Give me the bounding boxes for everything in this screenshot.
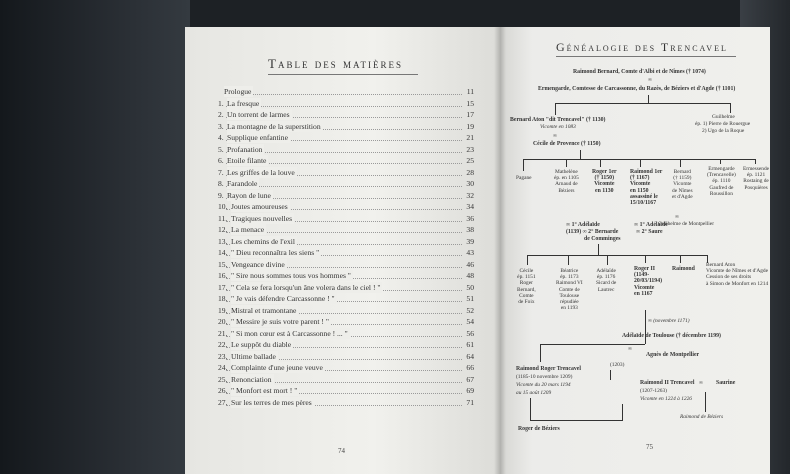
node-guilhelme-spouse1: ép. 1) Pierre de Rouergue	[695, 121, 751, 127]
tree-line	[705, 392, 706, 412]
toc-entry-number: 1.	[218, 98, 224, 108]
node-raimond-2: Raimond II Trencavel	[640, 380, 695, 386]
toc-entry-title: Farandole	[227, 179, 258, 188]
toc-entry-title: " Dieu reconnaîtra les siens "	[231, 248, 320, 257]
toc-entry-title: Les griffes de la louve	[227, 167, 295, 177]
genealogy-title-rule	[556, 56, 736, 57]
tree-line	[566, 159, 567, 167]
toc-entry-page: 17	[466, 110, 474, 119]
node-agnes: Agnès de Montpellier	[646, 352, 700, 358]
toc-entry-title: Complainte d'une jeune veuve	[231, 363, 323, 372]
toc-entry-number: 23.	[218, 351, 228, 361]
toc-entry-title: Tragiques nouvelles	[231, 213, 293, 223]
node-bernard: Bernard († 1159) Vicomte de Nîmes et d'Agde	[672, 169, 693, 200]
toc-entry-title: " Monfort est mort ! "	[231, 386, 298, 395]
tree-line	[648, 95, 649, 103]
node-agnes-date: (1203)	[610, 362, 625, 368]
table-of-contents	[218, 86, 486, 408]
node-ermessende: Ermessende ép. 1121 Rostaing de Posquières	[743, 166, 770, 191]
toc-entry-page: 52	[466, 305, 474, 315]
toc-entry	[218, 98, 486, 110]
node-ermengarde: Ermengarde, Comtesse de Carcassonne, du Razès, de Béziers et d'Agde († 1101)	[538, 86, 736, 92]
toc-entry-page: 25	[466, 156, 474, 165]
tree-line	[523, 159, 524, 171]
toc-entry	[218, 351, 486, 363]
toc-entry-page: 69	[466, 386, 474, 395]
toc-entry	[218, 328, 486, 340]
book-spine-shadow	[494, 27, 506, 474]
toc-entry-number: 26.	[218, 386, 228, 395]
node-beatrice: Béatrice ép. 1173 Raimond VI Comte de Toulouse répudiée en 1193	[556, 268, 583, 312]
toc-entry-page: 11	[466, 87, 474, 96]
toc-entry-page: 43	[466, 248, 474, 257]
toc-entry	[218, 155, 486, 167]
toc-entry	[218, 144, 486, 156]
node-pagane: Pagane	[516, 175, 532, 181]
toc-entry-page: 56	[466, 328, 474, 338]
tree-line	[720, 159, 721, 164]
toc-entry-title: Un torrent de larmes	[227, 110, 290, 119]
toc-entry-title: Les chemins de l'exil	[231, 236, 295, 246]
tree-line	[530, 398, 531, 420]
node-raimond-roger-dates: (1185-10 novembre 1209)	[516, 374, 573, 380]
toc-entry-page: 66	[466, 363, 474, 372]
tree-line	[610, 370, 611, 380]
toc-entry-title: Sur les terres de mes pères	[231, 397, 312, 407]
toc-entry	[218, 190, 486, 202]
toc-entry-page: 51	[466, 294, 474, 303]
node-raimond-roger-title2: au 15 août 1209	[516, 390, 552, 396]
toc-entry-number: 8.	[218, 179, 224, 188]
toc-entry	[218, 132, 486, 144]
tree-line	[680, 159, 681, 167]
tree-line	[645, 255, 646, 263]
toc-entry	[218, 224, 486, 236]
toc-entry-number: 2.	[218, 110, 224, 119]
tree-line	[730, 103, 731, 113]
toc-entry-title: La menace	[231, 225, 265, 234]
toc-entry-number: 20.	[218, 317, 228, 326]
toc-entry-number: 14.	[218, 248, 228, 257]
tree-line	[622, 404, 623, 421]
page-number-left: 74	[338, 447, 345, 455]
toc-entry-title: " Si mon cœur est à Carcassonne ! ... "	[231, 328, 348, 338]
node-raimond: Raimond	[672, 266, 695, 272]
toc-entry-page: 67	[466, 374, 474, 384]
toc-entry-page: 71	[466, 397, 474, 407]
toc-entry	[218, 121, 486, 133]
toc-entry-number: 11.	[218, 213, 228, 223]
tree-line	[680, 255, 681, 263]
tree-line	[555, 103, 556, 115]
toc-entry-number: 10.	[218, 202, 228, 211]
toc-entry-title: Profanation	[227, 144, 263, 154]
toc-entry	[218, 362, 486, 374]
marriage-sign: ∞	[675, 214, 679, 220]
toc-entry	[218, 293, 486, 305]
toc-entry-page: 48	[466, 271, 474, 280]
toc-entry-number: 12.	[218, 225, 228, 234]
toc-entry	[218, 316, 486, 328]
marriage-comminges: de Comminges	[584, 236, 621, 242]
node-bernard-aton-title: Vicomte en 1083	[540, 124, 576, 130]
toc-leader-dots	[226, 186, 462, 187]
toc-entry-number: 27.	[218, 397, 228, 407]
toc-entry-title: Ultime ballade	[231, 351, 276, 361]
node-raimond-2-dates: (1207-1263)	[640, 388, 667, 394]
toc-leader-dots	[226, 94, 462, 95]
toc-entry-page: 61	[466, 340, 474, 349]
node-raimond-beziers: Raimond de Béziers	[680, 414, 724, 420]
toc-entry-title: " Cela se fera lorsqu'un âne volera dans le ciel ! "	[231, 282, 381, 292]
toc-entry	[218, 201, 486, 213]
toc-entry	[218, 305, 486, 317]
toc-entry-page: 34	[466, 202, 474, 211]
toc-entry	[218, 213, 486, 225]
toc-leader-dots	[226, 106, 462, 107]
toc-entry-title: Etoile filante	[227, 156, 267, 165]
toc-entry-number: 19.	[218, 305, 228, 315]
node-roger-2: Roger II (1149- 20/03/1194) Vicomte en 1167	[634, 266, 663, 297]
toc-entry-page: 38	[466, 225, 474, 234]
toc-entry-number: 16.	[218, 271, 228, 280]
tree-line	[530, 420, 622, 421]
tree-line	[607, 255, 608, 265]
toc-entry-number: 17.	[218, 282, 228, 292]
toc-entry-number: 15.	[218, 259, 228, 269]
node-guilhelme: Guilhelme	[712, 114, 735, 120]
toc-entry-title: Prologue	[224, 87, 252, 96]
node-ermengarde-trencavelle: Ermengarde (Trencavelle) ép. 1110 Gaufred de Roussillon	[707, 166, 736, 197]
toc-entry-number: 9.	[218, 190, 224, 200]
tree-line	[527, 255, 528, 265]
toc-entry-page: 46	[466, 259, 474, 269]
toc-entry-title: " Messire je suis votre parent ! "	[231, 317, 329, 326]
tree-line	[640, 159, 641, 167]
toc-entry	[218, 178, 486, 190]
toc-entry	[218, 167, 486, 179]
toc-entry	[218, 236, 486, 248]
toc-entry-number: 25.	[218, 374, 228, 384]
node-cecile-foix: Cécile ép. 1151 Roger Bernard, Comte de Foix	[517, 268, 536, 306]
toc-entry-number: 24.	[218, 363, 228, 372]
toc-entry-number: 7.	[218, 167, 224, 177]
toc-entry-page: 23	[466, 144, 474, 154]
node-raimond-roger: Raimond Roger Trencavel	[516, 366, 581, 372]
toc-entry-number: 5.	[218, 144, 224, 154]
toc-entry-title: Joutes amoureuses	[231, 202, 288, 211]
background-left	[0, 0, 190, 474]
toc-entry-title: Renonciation	[231, 374, 272, 384]
toc-entry	[218, 86, 486, 98]
tree-line	[755, 159, 756, 164]
node-bernard-aton-nimes: Bernard Aton Vicomte de Nîmes et d'Agde Cession de ses droits à Simon de Monfort en 1214	[706, 262, 769, 287]
toc-title: Table des matières	[268, 56, 403, 71]
node-roger-1: Roger 1er († 1150) Vicomte en 1130	[592, 169, 617, 194]
toc-entry-page: 28	[466, 167, 474, 177]
toc-entry	[218, 270, 486, 282]
toc-entry	[218, 247, 486, 259]
tree-line	[540, 344, 645, 345]
toc-entry	[218, 109, 486, 121]
node-adelaide-toulouse: Adélaïde de Toulouse († décembre 1199)	[622, 333, 721, 339]
toc-entry	[218, 374, 486, 386]
node-adelaide-lautrec: Adélaïde ép. 1176 Sicard de Lautrec	[596, 268, 617, 293]
node-bernard-aton: Bernard Aton "dit Trencavel" († 1130)	[510, 117, 606, 123]
toc-entry-page: 19	[466, 121, 474, 131]
node-mathelene: Mathelène ép. en 1105 Arnaud de Béziers	[554, 169, 579, 194]
node-guilhelme-spouse2: 2) Ugo de la Roque	[702, 128, 745, 134]
tree-line	[598, 244, 599, 255]
page-number-right: 75	[646, 443, 653, 451]
toc-entry	[218, 282, 486, 294]
toc-entry-number: 6.	[218, 156, 224, 165]
toc-entry-title: Vengeance divine	[231, 259, 285, 269]
marriage-sign: ∞	[648, 77, 652, 83]
toc-entry-page: 36	[466, 213, 474, 223]
toc-entry-page: 15	[466, 98, 474, 108]
tree-line	[555, 103, 730, 104]
toc-entry-title: Supplique enfantine	[227, 133, 288, 142]
node-roger-beziers: Roger de Béziers	[518, 426, 560, 432]
tree-line	[540, 344, 541, 362]
marriage-adelaide-2: ∞ 1° Adélaïde	[634, 222, 668, 228]
toc-entry-page: 39	[466, 236, 474, 246]
toc-entry-title: " Sire nous sommes tous vos hommes "	[231, 271, 351, 280]
toc-entry-page: 54	[466, 317, 474, 326]
node-raimond-roger-title1: Vicomte du 20 mars 1194	[516, 382, 571, 388]
marriage-sign: ∞	[699, 380, 703, 386]
toc-entry-number: 3.	[218, 121, 224, 131]
tree-line	[600, 159, 601, 167]
node-guilhelme-montpellier: Guilhelme de Montpellier	[658, 221, 714, 227]
marriage-saure: ∞ 2° Saure	[636, 229, 663, 235]
toc-entry	[218, 259, 486, 271]
toc-entry-title: Mistral et tramontane	[231, 305, 297, 315]
node-raimond-1: Raimond 1er († 1167) Vicomte en 1150 assassiné le 15/10/1167	[630, 169, 663, 207]
toc-entry-page: 30	[466, 179, 474, 188]
toc-entry	[218, 397, 486, 409]
tree-line	[568, 255, 569, 265]
toc-entry-page: 32	[466, 190, 474, 200]
marriage-adelaide: ∞ 1° Adélaïde	[566, 222, 600, 228]
toc-entry	[218, 385, 486, 397]
marriage-sign: ∞	[553, 133, 557, 139]
toc-entry-title: La montagne de la superstition	[227, 121, 321, 131]
toc-entry-page: 50	[466, 282, 474, 292]
genealogy-title: Généalogie des Trencavel	[556, 40, 728, 54]
toc-entry-page: 64	[466, 351, 474, 361]
toc-entry-title: La fresque	[227, 98, 260, 108]
toc-entry-number: 18.	[218, 294, 228, 303]
marriage-sign: ∞	[628, 346, 632, 352]
toc-entry-title: Le suppôt du diable	[231, 340, 292, 349]
toc-entry-number: 4.	[218, 133, 224, 142]
toc-entry-number: 21.	[218, 328, 228, 338]
tree-line	[580, 150, 581, 159]
toc-entry-page: 21	[466, 133, 474, 142]
marriage-date: ∞ (novembre 1171)	[648, 318, 690, 324]
node-saurine: Saurine	[716, 380, 736, 386]
marriage-bernarde: (1139) ∞ 2° Bernarde	[566, 229, 619, 235]
node-raimond-bernard: Raimond Bernard, Comte d'Albi et de Nîmes († 1074)	[573, 69, 706, 75]
toc-entry-number: 22.	[218, 340, 228, 349]
toc-entry	[218, 339, 486, 351]
node-raimond-2-title: Vicomte en 1224 à 1226	[640, 396, 692, 402]
toc-entry-title: " Je vais défendre Carcassonne ! "	[231, 294, 335, 303]
toc-title-rule	[268, 74, 418, 75]
toc-entry-number: 13.	[218, 236, 228, 246]
node-cecile: Cécile de Provence († 1150)	[533, 141, 601, 147]
right-page	[500, 27, 770, 474]
toc-entry-title: Rayon de lune	[227, 190, 271, 200]
